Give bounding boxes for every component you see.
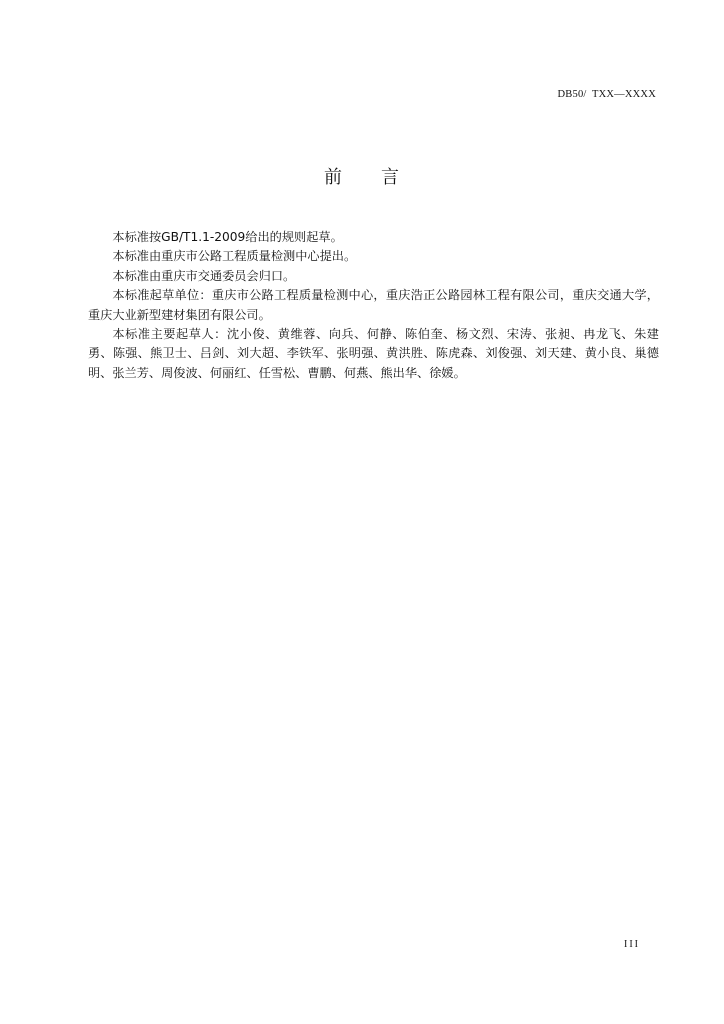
paragraph-proposer: 本标准由重庆市公路工程质量检测中心提出。 (112, 249, 357, 264)
foreword-body (88, 228, 659, 383)
page-title (0, 163, 724, 189)
title-char-2: 言 (381, 167, 400, 188)
paragraph-administrator: 本标准由重庆市交通委员会归口。 (112, 268, 296, 283)
paragraph-drafting-units: 本标准起草单位：重庆市公路工程质量检测中心，重庆浩正公路园林工程有限公司，重庆交通大学，重庆大业新型建材集团有限公司。 (88, 288, 659, 322)
document-code: DB50/ TXX—XXXX (557, 89, 656, 100)
title-char-1: 前 (324, 167, 343, 188)
paragraph-drafters: 本标准主要起草人：沈小俊、黄维蓉、向兵、何静、陈伯奎、杨文烈、宋涛、张昶、冉龙飞、朱建勇、陈强、熊卫士、吕剑、刘大超、李铁军、张明强、黄洪胜、陈虎森、刘俊强、刘天建、黄小良、巢德明、张兰芳、周俊波、何丽红、任雪松、曹鹏、何燕、熊出华、徐媛。 (88, 327, 659, 380)
page-number: III (624, 939, 640, 950)
paragraph-drafting-rules: 本标准按GB/T1.1-2009给出的规则起草。 (112, 230, 343, 244)
